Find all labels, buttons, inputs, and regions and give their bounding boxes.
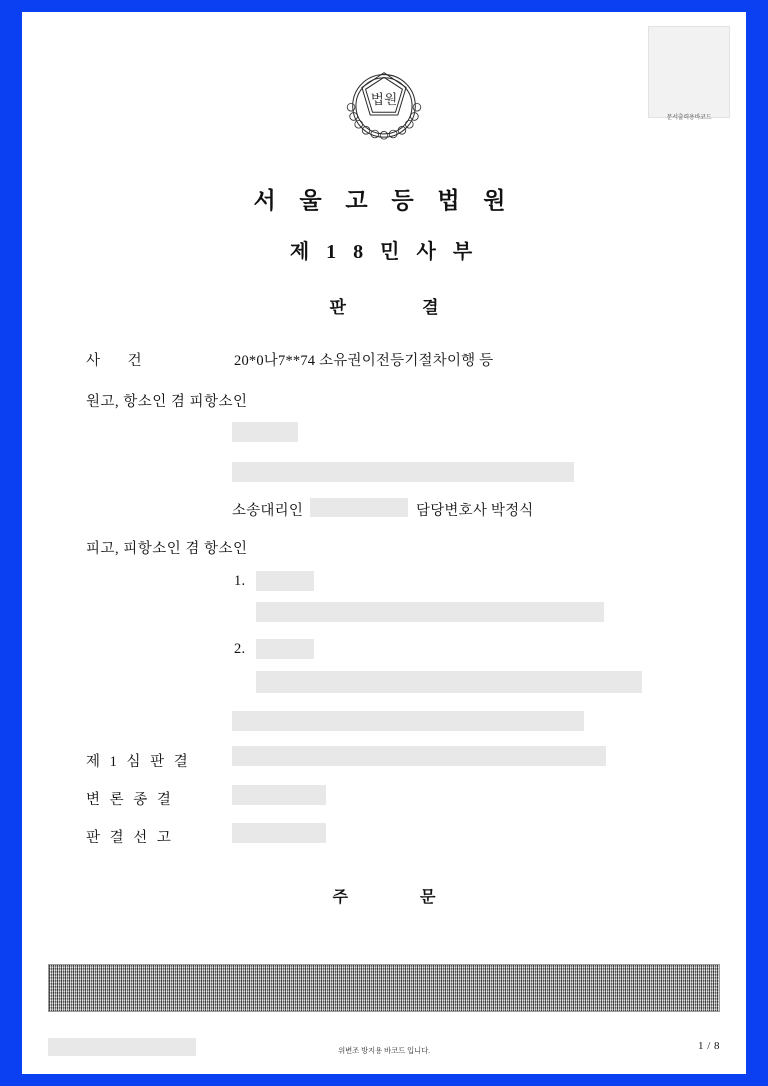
redaction-bar [232, 422, 298, 442]
defendant-2-number: 2. [234, 641, 246, 657]
security-barcode-band [48, 964, 720, 1012]
first-trial-label: 제 1 심 판 결 [86, 754, 191, 770]
redaction-bar [232, 746, 606, 766]
document-page [22, 12, 746, 1074]
page-title-doctype: 판 결 [329, 298, 475, 317]
plaintiff-label: 원고, 항소인 겸 피항소인 [86, 394, 248, 410]
attorney-label: 소송대리인 [232, 503, 304, 519]
redaction-bar [256, 671, 642, 693]
closing-label: 변 론 종 결 [86, 792, 174, 808]
sentencing-label: 판 결 선 고 [86, 830, 174, 846]
defendant-1-number: 1. [234, 573, 246, 589]
barcode-image [648, 26, 730, 118]
redaction-bar [256, 602, 604, 622]
svg-text:법원: 법원 [370, 92, 398, 107]
order-heading: 주 문 [332, 889, 470, 906]
page-title-division: 제 1 8 민 사 부 [289, 241, 479, 263]
page-title-court: 서 울 고 등 법 원 [253, 188, 515, 213]
defendant-label: 피고, 피항소인 겸 항소인 [86, 541, 248, 557]
case-value: 20*0나7**74 소유권이전등기절차이행 등 [234, 353, 494, 369]
redaction-bar [232, 785, 326, 805]
court-emblem-icon [338, 58, 430, 150]
redaction-bar [256, 639, 314, 659]
case-label: 사 건 [86, 353, 154, 369]
redaction-bar [256, 571, 314, 591]
redaction-bar [232, 711, 584, 731]
footer-note: 위변조 방지용 바코드 입니다. [337, 1046, 431, 1055]
redaction-bar [310, 498, 408, 517]
barcode-caption: 문서출력용바코드 [666, 115, 712, 121]
page-number: 1 / 8 [697, 1040, 720, 1052]
redaction-bar [232, 462, 574, 482]
redaction-bar [232, 823, 326, 843]
attorney-value: 담당변호사 박정식 [416, 503, 534, 519]
